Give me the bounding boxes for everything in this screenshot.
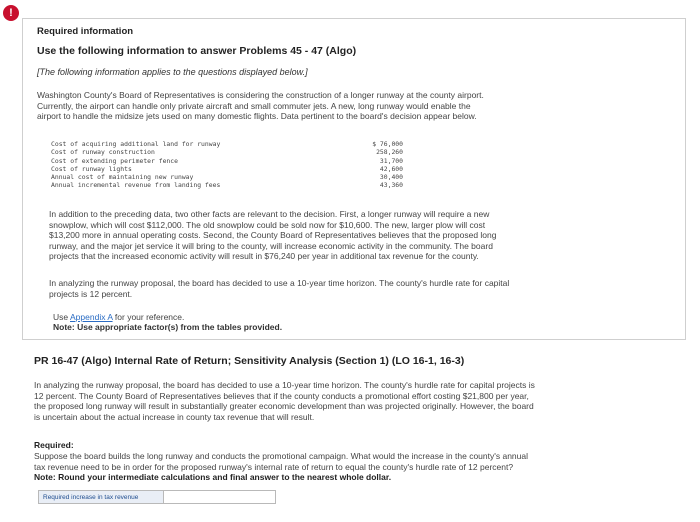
cost-value: $ 76,000 — [372, 140, 403, 148]
cost-label: Cost of runway lights — [51, 164, 132, 173]
cost-value: 43,360 — [379, 181, 403, 190]
use-prefix: Use — [53, 312, 71, 322]
alert-icon: ! — [3, 5, 19, 21]
problem-line: is uncertain about the actual increase in county tax revenue that will result. — [34, 411, 315, 422]
cost-label: Cost of acquiring additional land for runway — [51, 140, 221, 148]
intro-line: airport to handle the midsize jets used on many domestic flights. Data pertinent to the board's decision appear below. — [37, 111, 477, 121]
required-paragraph — [34, 451, 674, 483]
cost-values — [367, 140, 403, 190]
required-information-panel — [22, 18, 686, 340]
addition-line: In addition to the preceding data, two other facts are relevant to the decision. First, a longer runway will require a new — [49, 209, 490, 219]
info-note: [The following information applies to the questions displayed below.] — [37, 67, 308, 77]
cost-value: 42,600 — [379, 164, 403, 173]
required-line: tax revenue need to be in order for the proposed runway's internal rate of return to equal the county's hurdle rate of 12 percent? — [34, 461, 514, 472]
use-suffix: for your reference. — [112, 312, 185, 322]
cost-value: 31,700 — [379, 156, 403, 165]
required-label: Required: — [34, 440, 74, 450]
info-instruction: Use the following information to answer Problems 45 - 47 (Algo) — [37, 45, 357, 57]
problem-title: PR 16-47 (Algo) Internal Rate of Return; Sensitivity Analysis (Section 1) (LO 16-1, 16-3) — [34, 355, 465, 367]
analysis-line: In analyzing the runway proposal, the board has decided to use a 10-year time horizon. The county's hurdle rate for capital — [49, 278, 510, 288]
tax-revenue-input[interactable] — [164, 491, 275, 503]
problem-paragraph — [34, 380, 674, 422]
appendix-link[interactable]: Appendix A — [70, 312, 113, 322]
intro-paragraph — [37, 90, 677, 122]
info-heading: Required information — [37, 26, 134, 37]
addition-line: projects that the increased economic activity will result in $76,240 per year in additional tax revenue for the county. — [49, 251, 479, 261]
addition-line: $13,200 more in annual operating costs. Second, the County Board of Representatives believes that the proposed long — [49, 230, 497, 240]
cost-label: Annual cost of maintaining new runway — [51, 173, 194, 182]
cost-label: Cost of runway construction — [51, 148, 155, 157]
cost-table — [51, 140, 311, 190]
answer-row — [38, 490, 276, 504]
intro-line: Currently, the airport can handle only private aircraft and small commuter jets. A new, long runway would enable the — [37, 100, 471, 111]
problem-line: the proposed long runway will result in substantially greater economic development than was projected originally. However, the board — [34, 401, 534, 411]
problem-line: In analyzing the runway proposal, the board has decided to use a 10-year time horizon. The county's hurdle rate for capital projects is — [34, 380, 535, 390]
cost-value: 258,260 — [376, 148, 403, 157]
reference-line — [53, 312, 184, 322]
required-note: Note: Round your intermediate calculations and final answer to the nearest whole dollar. — [34, 472, 392, 482]
cost-label: Cost of extending perimeter fence — [51, 156, 178, 165]
addition-paragraph — [49, 209, 679, 262]
answer-label: Required increase in tax revenue — [39, 491, 164, 503]
addition-line: snowplow, which will cost $112,000. The old snowplow could be sold now for $10,600. The new, larger plow will cost — [49, 219, 486, 230]
cost-value: 30,400 — [379, 173, 403, 182]
cost-label: Annual incremental revenue from landing fees — [51, 181, 221, 190]
analysis-line: projects is 12 percent. — [49, 288, 133, 299]
required-line: Suppose the board builds the long runway and conducts the promotional campaign. What would the increase in the county's annual — [34, 451, 528, 461]
analysis-paragraph — [49, 278, 679, 299]
problem-line: 12 percent. The County Board of Representatives believes that if the county conducts a promotional effort costing $21,800 per year, — [34, 390, 529, 401]
intro-line: Washington County's Board of Representatives is considering the construction of a longer runway at the county airport. — [37, 90, 484, 100]
tables-note: Note: Use appropriate factor(s) from the tables provided. — [53, 322, 283, 332]
addition-line: runway, and the major jet service it will bring to the county, will increase economic activity in the community. The board — [49, 240, 493, 251]
